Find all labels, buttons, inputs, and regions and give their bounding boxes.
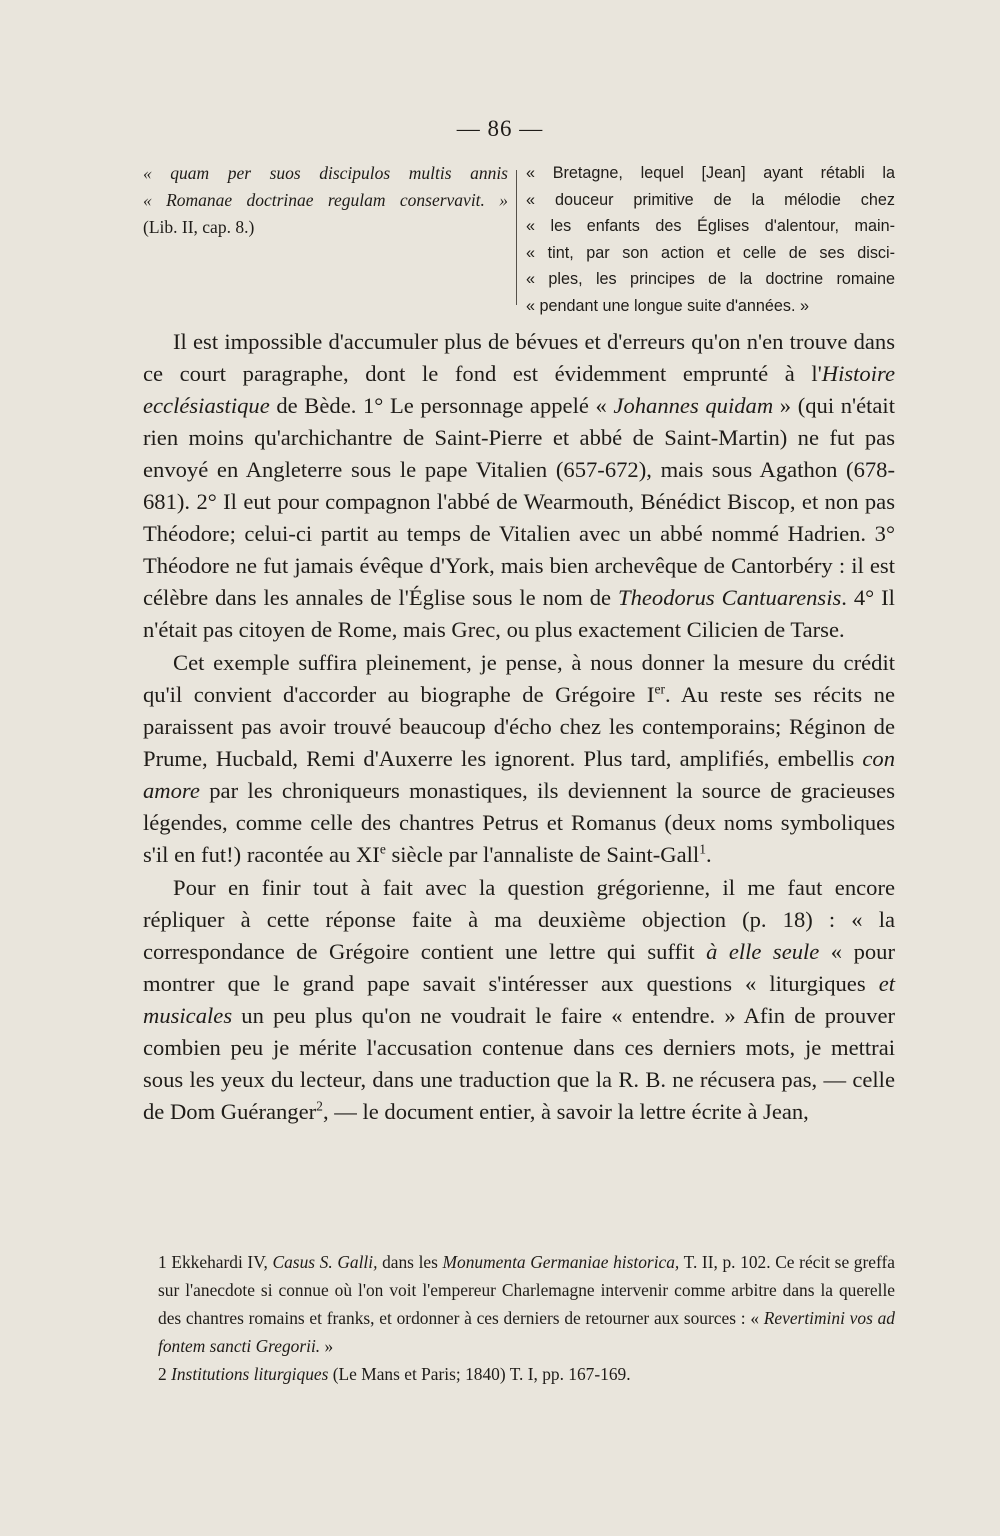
fn1-italic-casus: Casus S. Galli,: [272, 1252, 378, 1272]
paragraph-1: [143, 326, 895, 646]
p2-text-f: .: [705, 842, 712, 867]
right-line-4: « tint, par son action et celle de ses disci-: [526, 243, 895, 262]
fn2-italic-institutions: Institutions liturgiques: [171, 1364, 329, 1384]
left-column-latin: [143, 160, 508, 241]
p1-text-a: Il est impossible d'accumuler plus de bévues et d'erreurs qu'on n'en trouve dans ce court paragraphe, dont le fond est évidemment emprunté à l': [143, 329, 895, 386]
right-line-3: « les enfants des Églises d'alentour, main-: [526, 217, 895, 235]
left-line-1: « quam per suos discipulos multis annis: [143, 163, 508, 183]
right-column-french: [526, 160, 895, 319]
p1-italic-johannes: Johannes quidam: [613, 393, 774, 418]
footnote-2: [158, 1360, 895, 1388]
left-line-2: « Romanae doctrinae regulam conservavit. »: [143, 190, 508, 210]
fn1-text-e: T. II, p. 102. Ce récit se greffa sur l'anecdote si connue où l'on voit l'empereur Charlemagne intervenir comme arbitre dans la querelle des chantres romains et franks, et ordonner à ces derniers de retourner aux sources : «: [158, 1252, 895, 1328]
right-line-5: « ples, les principes de la doctrine romaine: [526, 270, 895, 288]
p3-text-c: « pour montrer que le grand pape savait s'intéresser aux questions « liturgiques: [143, 939, 895, 996]
footnote-2-number: 2: [158, 1364, 167, 1384]
p2-italic-con-amore: con amore: [143, 746, 895, 803]
page-number: — 86 —: [456, 116, 544, 141]
p3-text-e: un peu plus qu'on ne voudrait le faire « entendre. » Afin de prouver combien peu je mérite l'accusation contenue dans ces derniers mots, je mettrai sous les yeux du lecteur, dans une traduction que la R. B. ne récusera pas, — celle de Dom Guéranger: [143, 1003, 895, 1124]
footnotes: [158, 1248, 895, 1388]
footnote-ref-2[interactable]: 2: [316, 1098, 323, 1114]
right-line-2: « douceur primitive de la mélodie chez: [526, 190, 895, 209]
fn1-italic-monumenta: Monumenta Germaniae historica,: [442, 1252, 680, 1272]
p2-superscript-e: e: [379, 841, 386, 857]
p1-text-c: de Bède. 1° Le personnage appelé «: [269, 393, 614, 418]
p2-text-b: . Au reste ses récits ne paraissent pas avoir trouvé beaucoup d'écho chez les contemporains; Réginon de Prume, Hucbald, Remi d'Auxerre les ignorent. Plus tard, amplifiés, embellis: [143, 682, 895, 771]
fn1-italic-revertimini: Revertimini vos ad fontem sancti Gregorii.: [158, 1308, 895, 1356]
fn1-text-c: dans les: [377, 1252, 443, 1272]
p1-italic-theodorus: Theodorus Cantuarensis: [618, 585, 842, 610]
fn1-text-g: »: [320, 1336, 334, 1356]
p3-text-f: , — le document entier, à savoir la lettre écrite à Jean,: [322, 1099, 809, 1124]
footnote-ref-1[interactable]: 1: [699, 841, 706, 857]
fn1-text-a: Ekkehardi IV,: [166, 1252, 273, 1272]
p3-text-a: Pour en finir tout à fait avec la question grégorienne, il me faut encore répliquer à cette réponse faite à ma deuxième objection (p. 18) : « la correspondance de Grégoire contient une lettre qui suffit: [143, 875, 895, 964]
p1-italic-histoire: Histoire ecclésiastique: [143, 361, 895, 418]
p2-text-a: Cet exemple suffira pleinement, je pense, à nous donner la mesure du crédit qu'il convient d'accorder au biographe de Grégoire I: [143, 650, 895, 707]
p2-text-e: siècle par l'annaliste de Saint-Gall: [385, 842, 700, 867]
p2-superscript-er: er: [654, 681, 665, 697]
p3-italic-a-elle-seule: à elle seule: [706, 939, 820, 964]
left-line-3: (Lib. II, cap. 8.): [143, 217, 255, 237]
p3-italic-et-musicales: et musicales: [143, 971, 895, 1028]
p1-text-e: » (qui n'était rien moins qu'archichantre de Saint-Pierre et abbé de Saint-Martin) ne fut pas envoyé en Angleterre sous le pape Vitalien (657-672), mais sous Agathon (678-681). 2° Il eut pour compagnon l'abbé de Wearmouth, Bénédict Biscop, et non pas Théodore; celui-ci partit au temps de Vitalien avec un abbé nommé Hadrien. 3° Théodore ne fut jamais évêque d'York, mais bien archevêque de Cantorbéry : il est célèbre dans les annales de l'Église sous le nom de: [143, 393, 895, 610]
paragraph-3: [143, 872, 895, 1128]
fn2-text-c: (Le Mans et Paris; 1840) T. I, pp. 167-169.: [328, 1364, 631, 1384]
footnote-1: [158, 1248, 895, 1360]
main-body-text: [143, 326, 895, 1128]
footnote-1-number: 1: [158, 1252, 167, 1272]
p2-text-d: par les chroniqueurs monastiques, ils deviennent la source de gracieuses légendes, comme celle des chantres Petrus et Romanus (deux noms symboliques s'il en fut!) racontée au XI: [143, 778, 895, 867]
right-line-6: « pendant une longue suite d'années. »: [526, 296, 810, 315]
paragraph-2: [143, 647, 895, 871]
two-column-quotation: [143, 160, 895, 315]
p1-text-g: . 4° Il n'était pas citoyen de Rome, mais Grec, ou plus exactement Cilicien de Tarse.: [143, 585, 895, 642]
right-line-1: « Bretagne, lequel [Jean] ayant rétabli la: [526, 164, 895, 182]
column-divider: [516, 170, 517, 305]
